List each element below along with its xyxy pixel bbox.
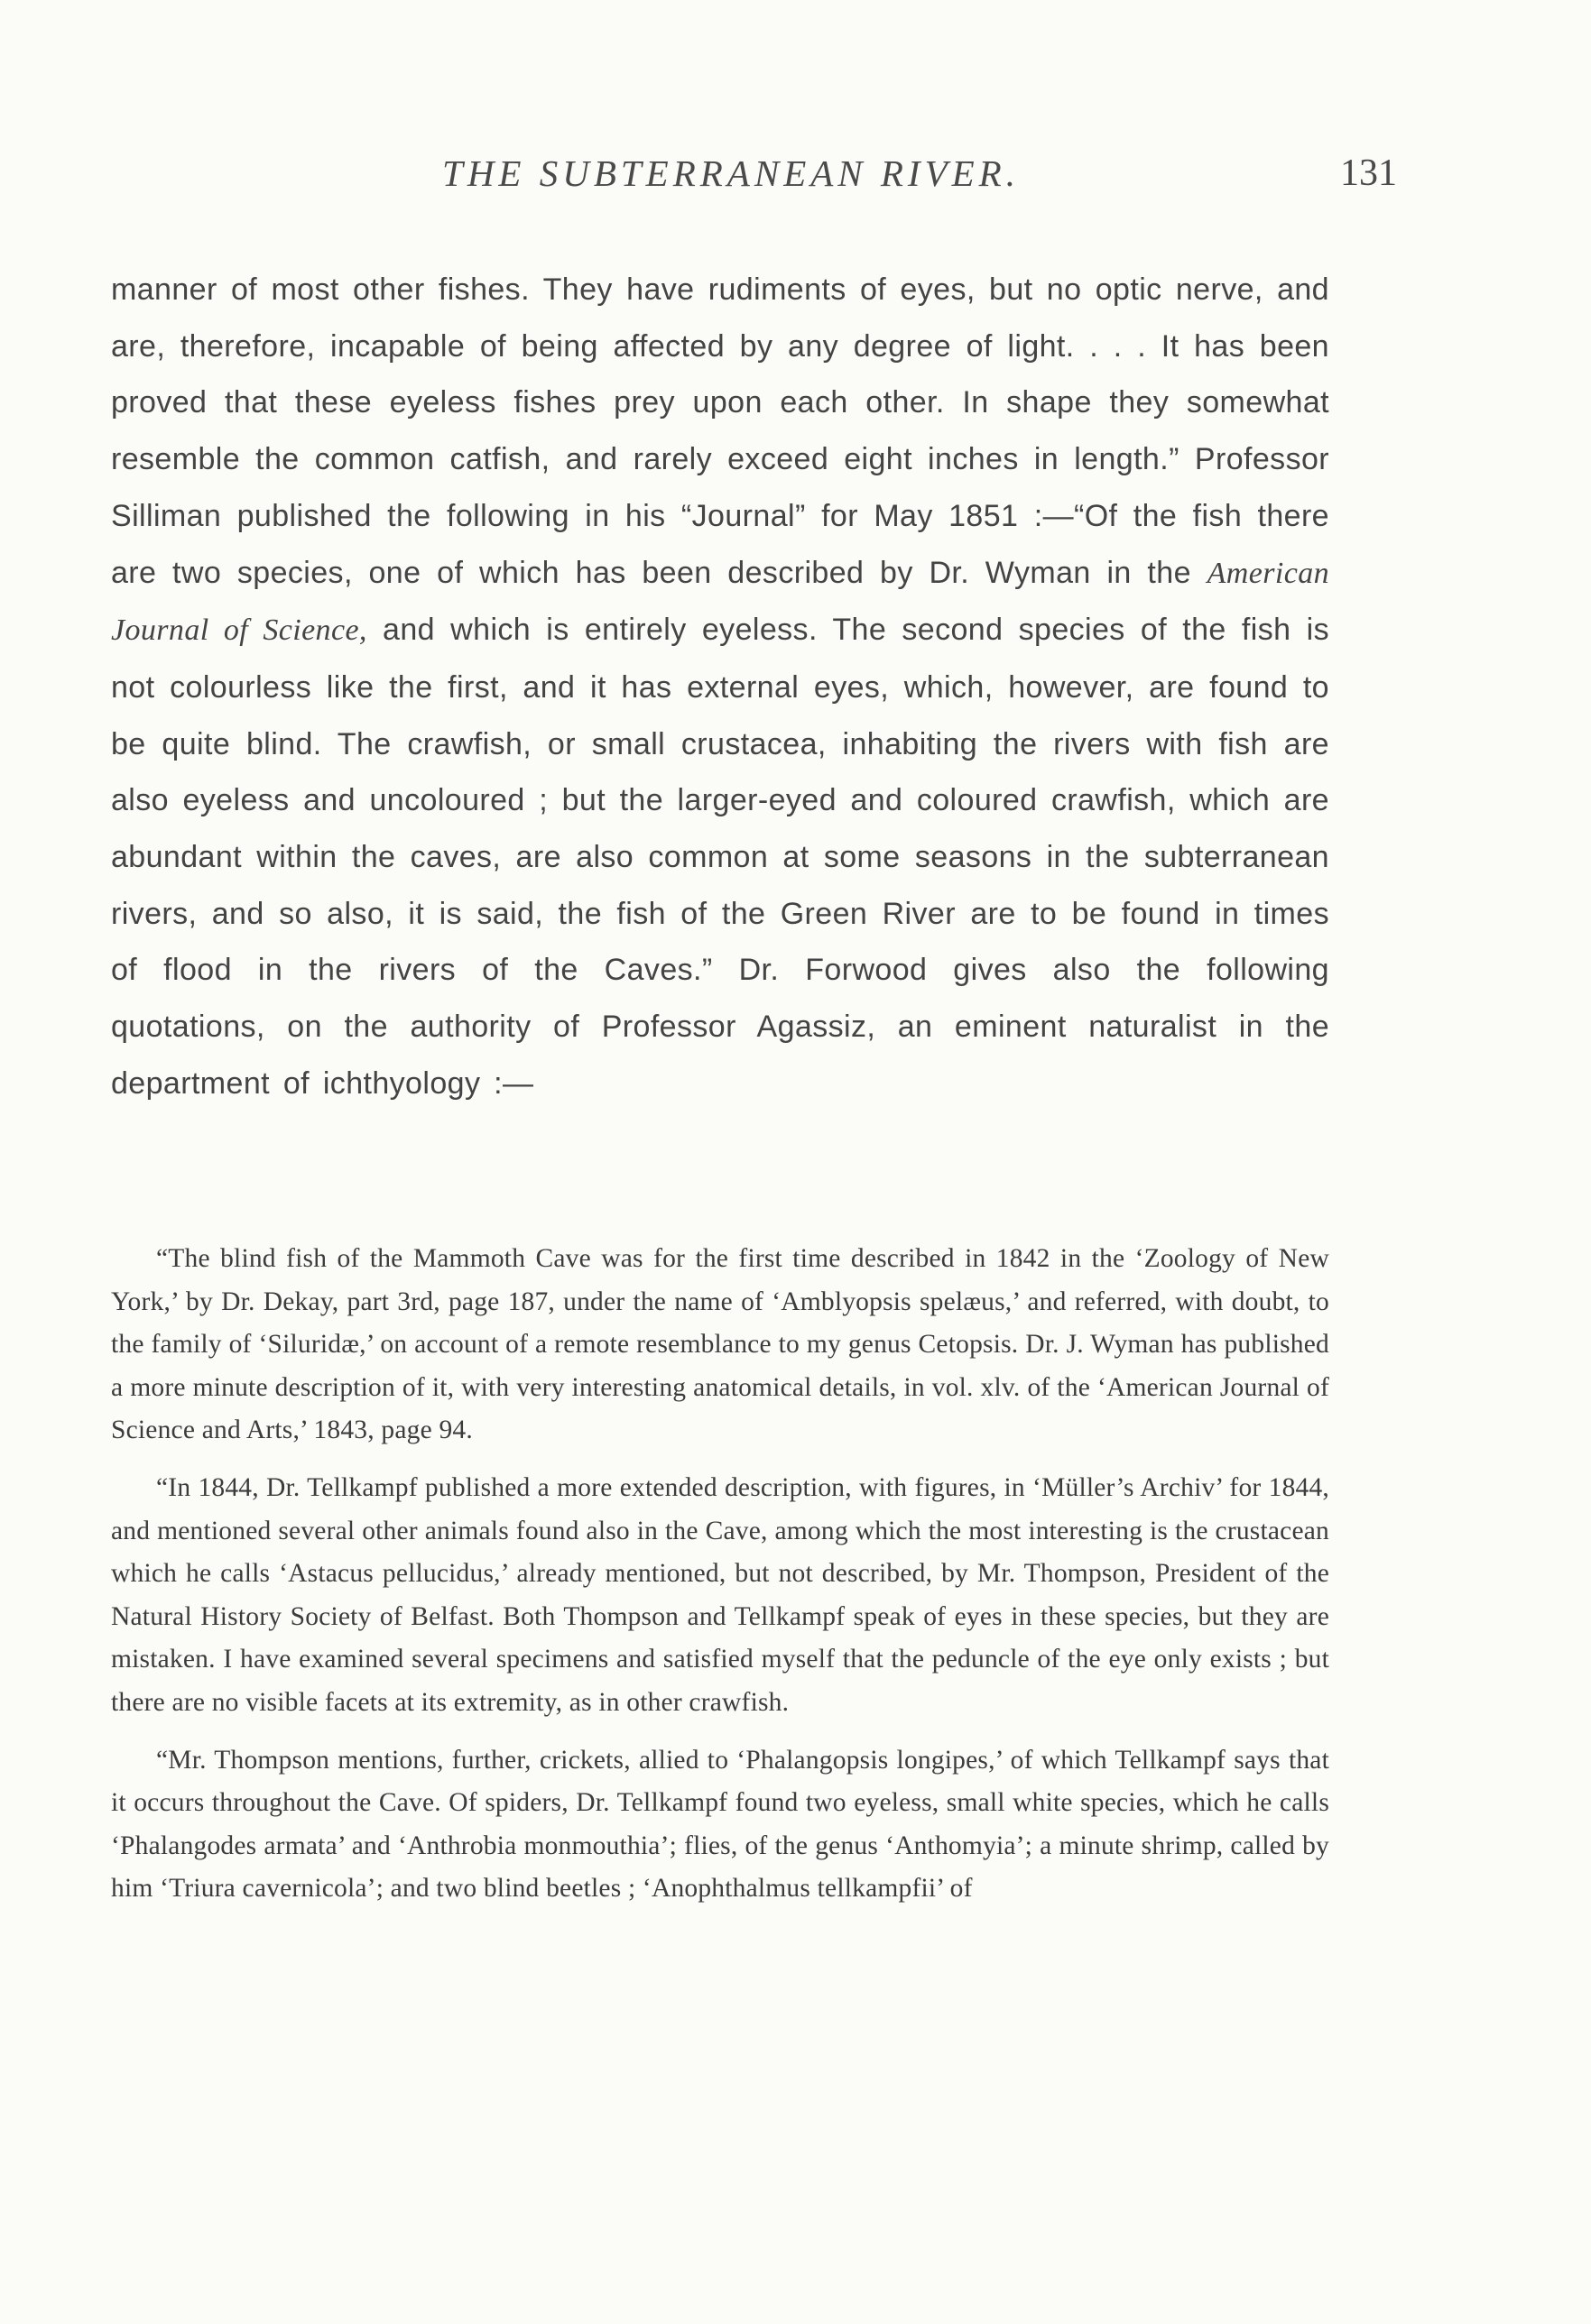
body-text-part-2: and which is entirely eyeless. The second species of the fish is not colourless like the first, and it has external eyes, which, however, are found to be quite blind. The crawfish, or small crustacea, inhabiting the rivers with fish are also eyeless and uncoloured ; but the larger-eyed and coloured crawfish, which are abundant within the caves, are also common at some seasons in the subterranean rivers, and so also, it is said, the fish of the Green River are to be found in times of flood in the rivers of the Caves.” Dr. Forwood gives also the following quotations, on the authority of Professor Agassiz, an eminent naturalist in the department of ichthyology :— <box>111 613 1329 1101</box>
page-number: 131 <box>1340 152 1397 194</box>
journal-title-italic: American Journal of Science, <box>111 556 1329 648</box>
quotation-block <box>111 1238 1329 1925</box>
body-text-part-1: manner of most other fishes. They have rudiments of eyes, but no optic nerve, and are, therefore, incapable of being affected by any degree of light. . . . It has been proved that these eyeless fishes prey upon each other. In shape they somewhat resemble the common catfish, and rarely exceed eight inches in length.” Professor Silliman published the following in his “Journal” for May 1851 :—“Of the fish there are two species, one of which has been described by Dr. Wyman in the <box>111 272 1329 590</box>
running-title: THE SUBTERRANEAN RIVER. <box>442 152 1020 194</box>
quote-paragraph-1: “The blind fish of the Mammoth Cave was for the first time described in 1842 in the ‘Zoology of New York,’ by Dr. Dekay, part 3rd, page 187, under the name of ‘Amblyopsis spelæus,’ and referred, with doubt, to the family of ‘Siluridæ,’ on account of a remote resemblance to my genus Cetopsis. Dr. J. Wyman has published a more minute description of it, with very interesting anatomical details, in vol. xlv. of the ‘American Journal of Science and Arts,’ 1843, page 94. <box>111 1244 1329 1445</box>
body-paragraph <box>111 262 1329 1112</box>
quote-paragraph-2: “In 1844, Dr. Tellkampf published a more extended description, with figures, in ‘Müller’s Archiv’ for 1844, and mentioned several other animals found also in the Cave, among which the most interesting is the crustacean which he calls ‘Astacus pellucidus,’ already mentioned, but not described, by Mr. Thompson, President of the Natural History Society of Belfast. Both Thompson and Tellkampf speak of eyes in these species, but they are mistaken. I have examined several specimens and satisfied myself that the peduncle of the eye only exists ; but there are no visible facets at its extremity, as in other crawfish. <box>111 1472 1329 1717</box>
running-head <box>0 152 1591 206</box>
quote-paragraph-3: “Mr. Thompson mentions, further, crickets, allied to ‘Phalangopsis longipes,’ of which Tellkampf says that it occurs throughout the Cave. Of spiders, Dr. Tellkampf found two eyeless, small white species, which he calls ‘Phalangodes armata’ and ‘Anthrobia monmouthia’; flies, of the genus ‘Anthomyia’; a minute shrimp, called by him ‘Triura cavernicola’; and two blind beetles ; ‘Anophthalmus tellkampfii’ of <box>111 1745 1329 1904</box>
